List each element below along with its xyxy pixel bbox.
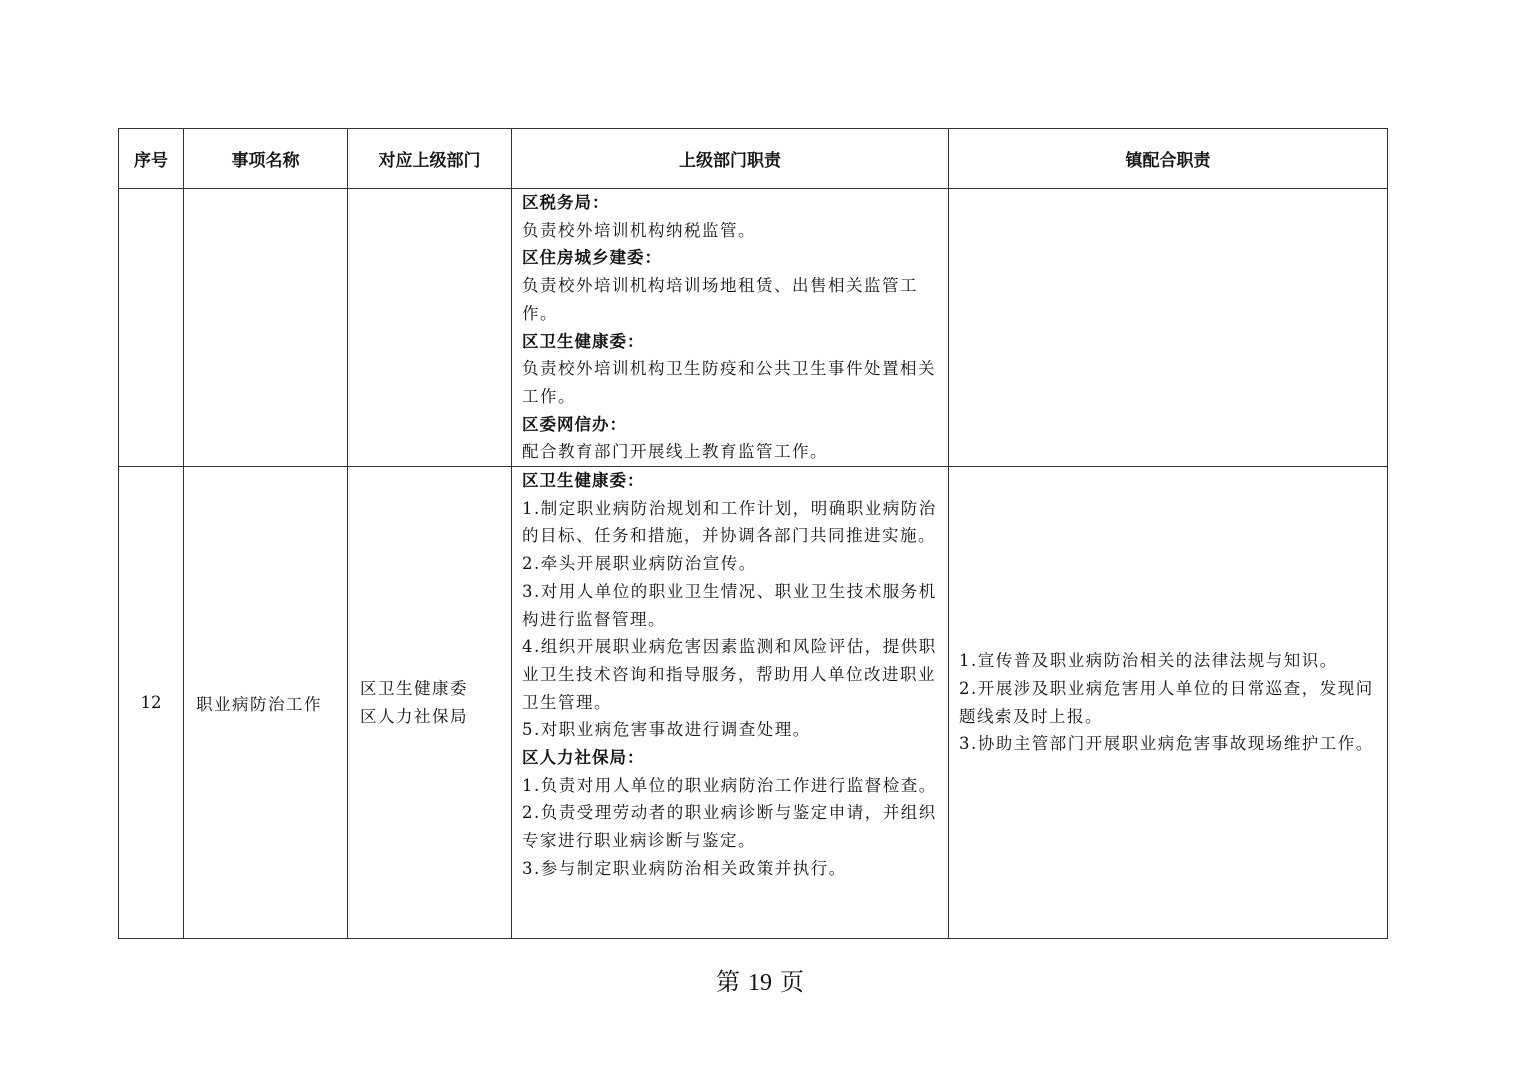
cont-dept-cell <box>348 189 512 467</box>
duty-table <box>118 128 1388 939</box>
cont-name-cell <box>184 189 348 467</box>
duty-item: 负责校外培训机构卫生防疫和公共卫生事件处置相关工作。 <box>522 359 936 406</box>
department-name: 区人力社保局 <box>360 706 468 726</box>
duty-item: 3.对用人单位的职业卫生情况、职业卫生技术服务机构进行监督管理。 <box>522 581 937 629</box>
page-value: 19 <box>748 970 772 996</box>
cont-duties-cell <box>512 189 949 467</box>
page-prefix: 第 <box>716 970 740 996</box>
page-suffix: 页 <box>780 970 804 996</box>
header-row <box>119 129 1388 189</box>
duty-item: 1.制定职业病防治规划和工作计划，明确职业病防治的目标、任务和措施，并协调各部门共同推进实施。 <box>522 498 937 546</box>
header-serial: 序号 <box>119 129 184 189</box>
town-duty-item: 1.宣传普及职业病防治相关的法律法规与知识。 <box>959 651 1338 671</box>
header-town-duties: 镇配合职责 <box>949 129 1388 189</box>
duty-item: 负责校外培训机构培训场地租赁、出售相关监管工作。 <box>522 276 918 323</box>
page-number <box>0 962 1520 997</box>
table-row-continued <box>119 189 1388 467</box>
serial-number: 12 <box>119 467 184 939</box>
duty-item: 5.对职业病危害事故进行调查处理。 <box>522 720 811 740</box>
header-upper-dept: 对应上级部门 <box>348 129 512 189</box>
town-duty-item: 2.开展涉及职业病危害用人单位的日常巡查，发现问题线索及时上报。 <box>959 678 1374 726</box>
header-item-name: 事项名称 <box>184 129 348 189</box>
item-name: 职业病防治工作 <box>184 467 348 939</box>
duty-item: 2.牵头开展职业病防治宣传。 <box>522 554 757 574</box>
dept-heading: 区卫生健康委： <box>522 471 645 491</box>
duty-item: 配合教育部门开展线上教育监管工作。 <box>522 442 828 462</box>
header-upper-duties: 上级部门职责 <box>512 129 949 189</box>
dept-heading: 区卫生健康委： <box>522 331 645 351</box>
dept-heading: 区委网信办： <box>522 414 627 434</box>
duty-item: 3.参与制定职业病防治相关政策并执行。 <box>522 858 847 878</box>
dept-heading: 区住房城乡建委： <box>522 248 662 268</box>
dept-heading: 区人力社保局： <box>522 748 645 768</box>
dept-heading: 区税务局： <box>522 193 610 212</box>
town-duty-item: 3.协助主管部门开展职业病危害事故现场维护工作。 <box>959 734 1374 754</box>
duty-item: 1.负责对用人单位的职业病防治工作进行监督检查。 <box>522 775 937 795</box>
duty-item: 4.组织开展职业病危害因素监测和风险评估，提供职业卫生技术咨询和指导服务，帮助用人单位改进职业卫生管理。 <box>522 637 937 712</box>
duty-item: 负责校外培训机构纳税监管。 <box>522 220 756 240</box>
cont-town-cell <box>949 189 1388 467</box>
duty-item: 2.负责受理劳动者的职业病诊断与鉴定申请，并组织专家进行职业病诊断与鉴定。 <box>522 803 937 851</box>
upper-duties-cell <box>512 467 949 939</box>
town-duties-cell <box>949 467 1388 939</box>
cont-serial-cell <box>119 189 184 467</box>
upper-departments <box>348 467 512 939</box>
table-row-12 <box>119 467 1388 939</box>
department-name: 区卫生健康委 <box>360 678 468 698</box>
